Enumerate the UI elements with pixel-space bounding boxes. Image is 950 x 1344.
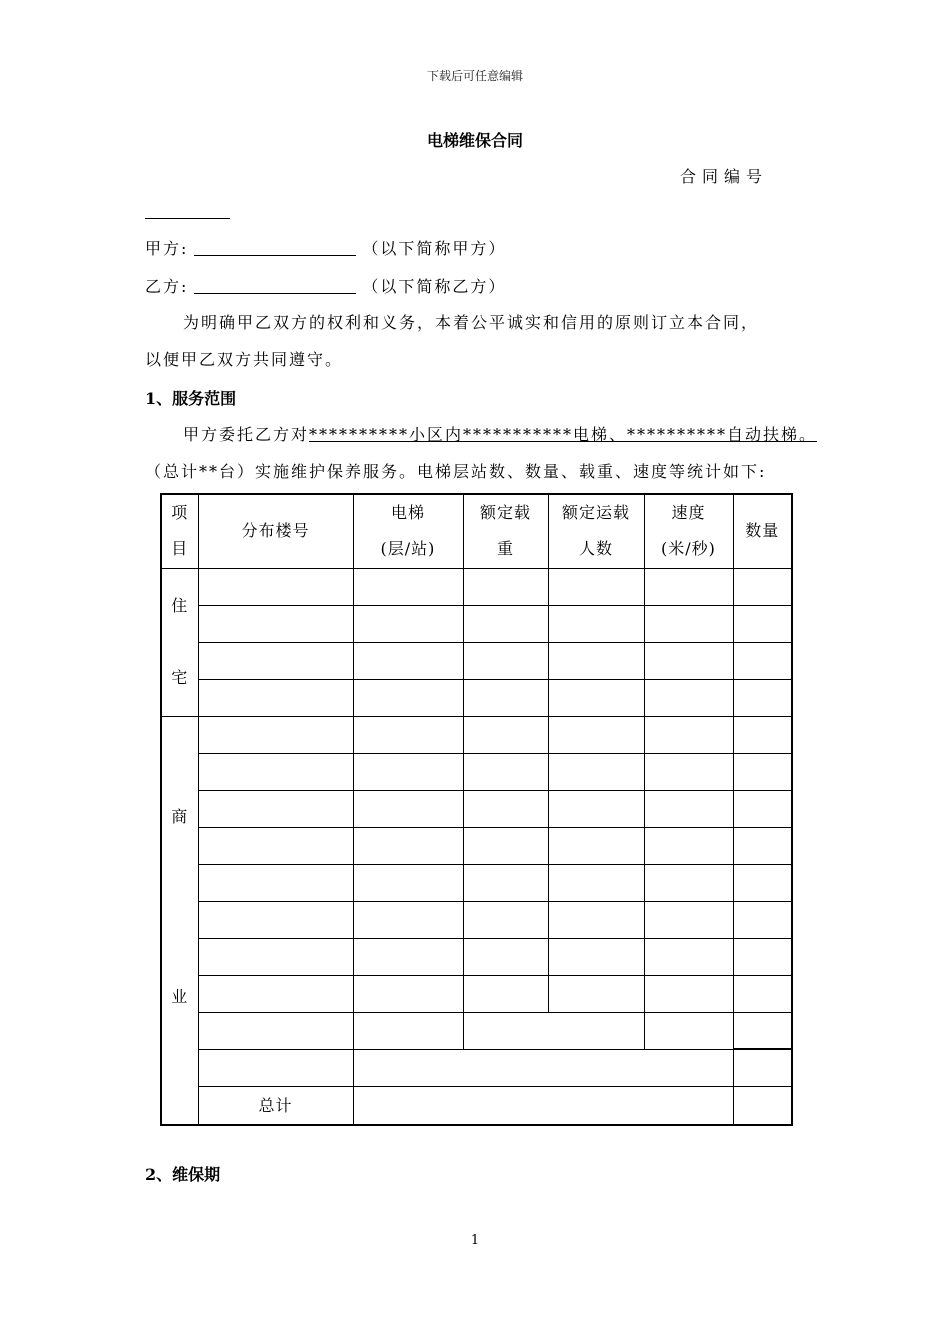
table-cell[interactable] [198,975,353,1012]
table-cell[interactable] [463,901,548,938]
scope-line-1 [145,416,835,453]
table-cell[interactable] [644,901,733,938]
table-header-row [161,494,792,568]
table-cell[interactable] [644,864,733,901]
table-row [161,864,792,901]
total-value-cell[interactable] [353,1086,733,1125]
table-cell[interactable] [644,568,733,605]
scope-line-2: （总计**台）实施维护保养服务。电梯层站数、数量、载重、速度等统计如下: [145,462,767,481]
table-row [161,753,792,790]
table-cell[interactable] [733,716,792,753]
table-cell[interactable] [548,790,644,827]
table-cell[interactable] [733,679,792,716]
table-cell[interactable] [463,938,548,975]
table-cell[interactable] [463,716,548,753]
table-cell[interactable] [198,679,353,716]
table-cell[interactable] [353,568,463,605]
table-cell[interactable] [198,605,353,642]
table-cell[interactable] [733,864,792,901]
table-cell[interactable] [548,568,644,605]
table-cell[interactable] [198,938,353,975]
intro-line-2: 以便甲乙双方共同遵守。 [145,350,344,369]
table-cell[interactable] [353,605,463,642]
header-rated-load: 额定载 重 [463,494,548,568]
section-2-heading: 2、维保期 [145,1165,221,1184]
table-cell[interactable] [644,679,733,716]
table-cell[interactable] [733,1049,792,1086]
party-a-suffix: （以下简称甲方） [362,239,507,258]
table-cell[interactable] [353,642,463,679]
download-note: 下载后可任意编辑 [426,69,523,83]
table-cell[interactable] [548,605,644,642]
header-building: 分布楼号 [198,494,353,568]
total-row [161,1086,792,1125]
section-1-heading: 1、服务范围 [145,389,237,408]
table-cell[interactable] [353,901,463,938]
table-cell[interactable] [733,568,792,605]
table-cell[interactable] [733,827,792,864]
document-title: 电梯维保合同 [426,131,523,150]
contract-number-label: 合同编号 [680,167,769,186]
table-cell[interactable] [198,642,353,679]
table-cell[interactable] [733,605,792,642]
header-speed: 速度 (米/秒) [644,494,733,568]
table-row [161,716,792,753]
category-residential: 住 宅 [161,568,198,716]
table-cell[interactable] [548,938,644,975]
table-cell[interactable] [198,753,353,790]
table-cell[interactable] [463,827,548,864]
party-a-label: 甲方: [145,239,189,258]
contract-number-line [145,218,230,219]
total-label: 总计 [198,1086,353,1125]
table-cell[interactable] [548,827,644,864]
table-cell[interactable] [353,938,463,975]
table-row [161,568,792,605]
table-cell[interactable] [198,901,353,938]
table-row [161,605,792,642]
party-a-line [145,236,506,259]
table-cell[interactable] [644,1012,733,1049]
section-1-text [145,416,835,490]
party-b-suffix: （以下简称乙方） [362,277,507,296]
table-cell[interactable] [353,827,463,864]
table-cell[interactable] [198,568,353,605]
party-b-line [145,274,506,297]
table-cell[interactable] [353,1012,463,1049]
intro-paragraph [145,304,805,378]
table-cell[interactable] [198,1012,353,1049]
table-cell[interactable] [733,1012,792,1049]
table-cell[interactable] [463,568,548,605]
table-row [161,901,792,938]
table-cell[interactable] [353,1049,733,1086]
table-cell[interactable] [198,864,353,901]
scope-fill: **********小区内***********电梯、**********自动扶梯。 [309,425,818,444]
table-row [161,790,792,827]
table-cell[interactable] [353,679,463,716]
table-cell[interactable] [548,901,644,938]
table-cell[interactable] [644,716,733,753]
table-cell[interactable] [353,753,463,790]
page-number: 1 [470,1233,480,1248]
table-cell[interactable] [353,975,463,1012]
table-cell[interactable] [548,679,644,716]
table-cell[interactable] [198,790,353,827]
table-row [161,975,792,1012]
table-cell[interactable] [463,605,548,642]
table-cell[interactable] [644,975,733,1012]
table-cell[interactable] [733,975,792,1012]
header-quantity: 数量 [733,494,792,568]
party-b-blank[interactable] [194,277,356,294]
table-cell[interactable] [733,938,792,975]
table-row [161,1049,792,1086]
table-cell[interactable] [353,716,463,753]
table-cell[interactable] [733,901,792,938]
party-a-blank[interactable] [194,239,356,256]
table-cell[interactable] [463,1012,644,1049]
table-row [161,938,792,975]
header-item: 项 目 [161,494,198,568]
table-cell[interactable] [733,790,792,827]
table-cell[interactable] [463,975,548,1012]
total-quantity-cell[interactable] [733,1086,792,1125]
table-cell[interactable] [733,642,792,679]
table-cell[interactable] [644,642,733,679]
table-row [161,827,792,864]
table-row [161,1012,792,1049]
table-cell[interactable] [548,716,644,753]
table-cell[interactable] [353,864,463,901]
table-cell[interactable] [198,827,353,864]
table-cell[interactable] [644,938,733,975]
table-cell[interactable] [198,1049,353,1086]
table-cell[interactable] [733,753,792,790]
table-row [161,642,792,679]
table-cell[interactable] [198,716,353,753]
category-commercial: 商 业 [161,716,198,1125]
table-cell[interactable] [463,642,548,679]
party-b-label: 乙方: [145,277,189,296]
scope-text: 甲方委托乙方对 [183,425,310,444]
table-cell[interactable] [353,790,463,827]
table-row [161,679,792,716]
table-cell[interactable] [548,753,644,790]
header-rated-persons: 额定运载 人数 [548,494,644,568]
table-cell[interactable] [644,790,733,827]
table-cell[interactable] [644,753,733,790]
intro-line-1: 为明确甲乙双方的权利和义务，本着公平诚实和信用的原则订立本合同， [183,313,760,332]
table-cell[interactable] [644,827,733,864]
table-cell[interactable] [463,790,548,827]
table-cell[interactable] [548,975,644,1012]
table-cell[interactable] [548,864,644,901]
elevator-spec-table [160,493,793,1126]
table-cell[interactable] [548,642,644,679]
header-elevator: 电梯 (层/站) [353,494,463,568]
table-cell[interactable] [463,864,548,901]
table-cell[interactable] [463,679,548,716]
table-cell[interactable] [644,605,733,642]
table-cell[interactable] [463,753,548,790]
